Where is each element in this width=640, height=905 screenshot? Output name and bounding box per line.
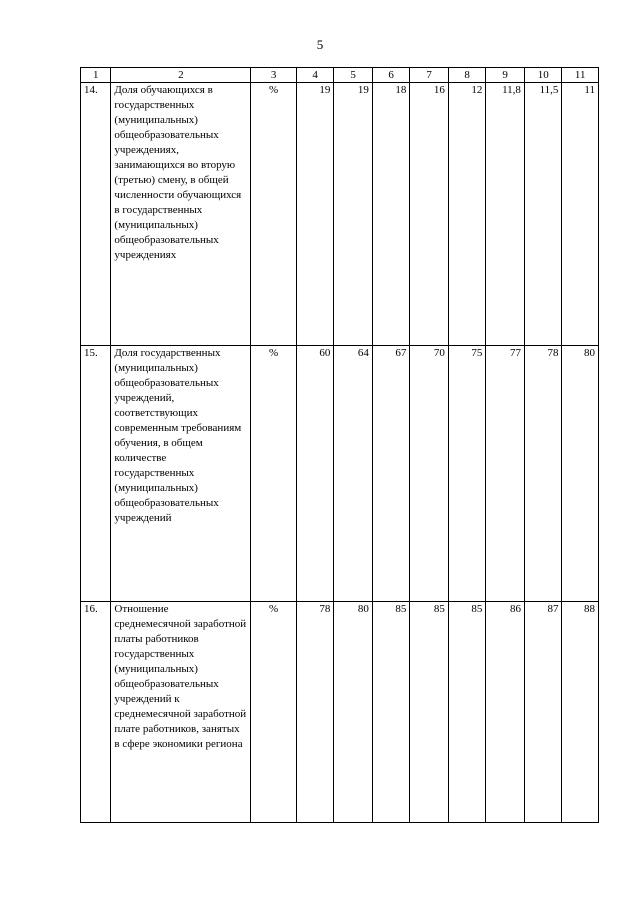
header-cell: 9: [486, 68, 525, 83]
value-cell: 60: [296, 346, 334, 602]
value-cell: 86: [486, 602, 525, 823]
header-cell: 7: [410, 68, 449, 83]
table-header-row: [81, 68, 599, 83]
value-cell: 80: [562, 346, 599, 602]
value-cell: 11,8: [486, 83, 525, 346]
value-cell: 70: [410, 346, 449, 602]
value-cell: 11: [562, 83, 599, 346]
indicator-name: Доля государственных (муниципальных) общеобразовательных учреждений, соответствующих современным требованиям обучения, в общем количестве государственных (муниципальных) общеобразовательных учреждений: [111, 346, 251, 602]
value-cell: 78: [296, 602, 334, 823]
value-cell: 19: [334, 83, 373, 346]
page-number: 5: [316, 37, 324, 52]
indicator-name: Доля обучающихся в государственных (муниципальных) общеобразовательных учреждениях, занимающихся во вторую (третью) смену, в общей численности обучающихся в государственных (муниципальных) общеобразовательных учреждениях: [111, 83, 251, 346]
header-cell: 1: [81, 68, 111, 83]
value-cell: 64: [334, 346, 373, 602]
row-number: 16.: [81, 602, 111, 823]
value-cell: 18: [372, 83, 410, 346]
value-cell: 12: [448, 83, 486, 346]
header-cell: 6: [372, 68, 410, 83]
value-cell: 19: [296, 83, 334, 346]
value-cell: 78: [524, 346, 562, 602]
table-row: [81, 83, 599, 346]
header-cell: 10: [524, 68, 562, 83]
header-cell: 3: [251, 68, 297, 83]
unit-cell: %: [251, 602, 297, 823]
value-cell: 11,5: [524, 83, 562, 346]
header-cell: 2: [111, 68, 251, 83]
indicators-table: [80, 67, 599, 823]
row-number: 14.: [81, 83, 111, 346]
table-row: [81, 602, 599, 823]
value-cell: 16: [410, 83, 449, 346]
table-row: [81, 346, 599, 602]
header-cell: 5: [334, 68, 373, 83]
header-cell: 8: [448, 68, 486, 83]
header-cell: 4: [296, 68, 334, 83]
row-number: 15.: [81, 346, 111, 602]
indicator-name: Отношение среднемесячной заработной платы работников государственных (муниципальных) общеобразовательных учреждений к среднемесячной заработной плате работников, занятых в сфере экономики региона: [111, 602, 251, 823]
value-cell: 85: [448, 602, 486, 823]
value-cell: 85: [372, 602, 410, 823]
unit-cell: %: [251, 83, 297, 346]
value-cell: 85: [410, 602, 449, 823]
value-cell: 80: [334, 602, 373, 823]
value-cell: 67: [372, 346, 410, 602]
value-cell: 77: [486, 346, 525, 602]
unit-cell: %: [251, 346, 297, 602]
value-cell: 75: [448, 346, 486, 602]
header-cell: 11: [562, 68, 599, 83]
value-cell: 88: [562, 602, 599, 823]
value-cell: 87: [524, 602, 562, 823]
